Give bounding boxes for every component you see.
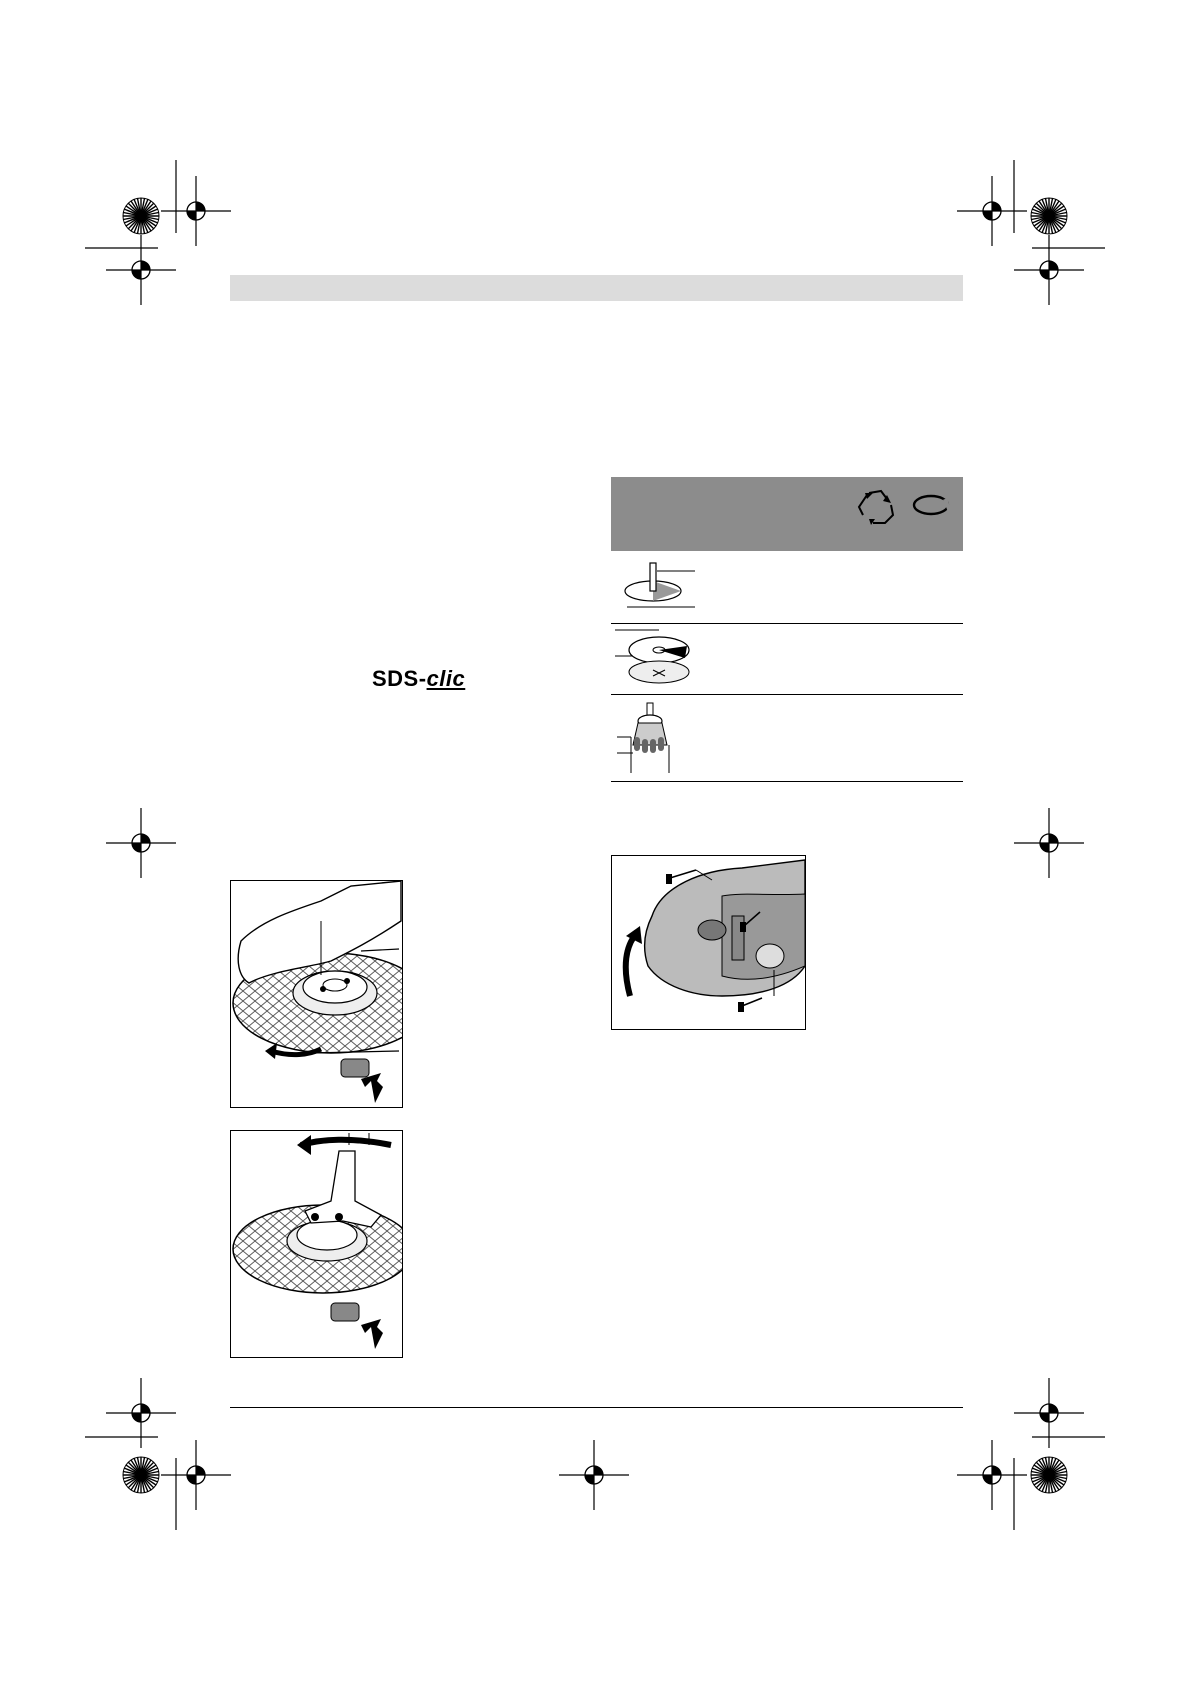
cutting-disc-icon bbox=[617, 559, 697, 615]
figure-hand-tightening bbox=[230, 880, 403, 1108]
table-row bbox=[611, 695, 963, 782]
recycling-arrows-icon bbox=[851, 485, 901, 531]
header-band bbox=[230, 275, 963, 301]
sds-logo-script: clic bbox=[426, 666, 466, 691]
retaining-ring-icon bbox=[911, 491, 953, 519]
figure-spanner-tightening bbox=[230, 1130, 403, 1358]
gear-head-screws-icon bbox=[612, 856, 805, 1029]
table-row bbox=[611, 624, 963, 695]
sds-logo-text: SDS- bbox=[372, 666, 427, 691]
figure-gear-head bbox=[611, 855, 806, 1030]
table-header bbox=[611, 477, 963, 551]
footer-rule bbox=[230, 1407, 963, 1408]
grinding-disc-icon bbox=[615, 628, 695, 690]
accessory-table bbox=[611, 477, 963, 782]
sds-clic-logo bbox=[372, 666, 465, 692]
table-row bbox=[611, 551, 963, 624]
spanner-disc-icon bbox=[231, 1131, 402, 1357]
cup-brush-icon bbox=[617, 701, 687, 779]
hand-tightening-disc-icon bbox=[231, 881, 402, 1107]
